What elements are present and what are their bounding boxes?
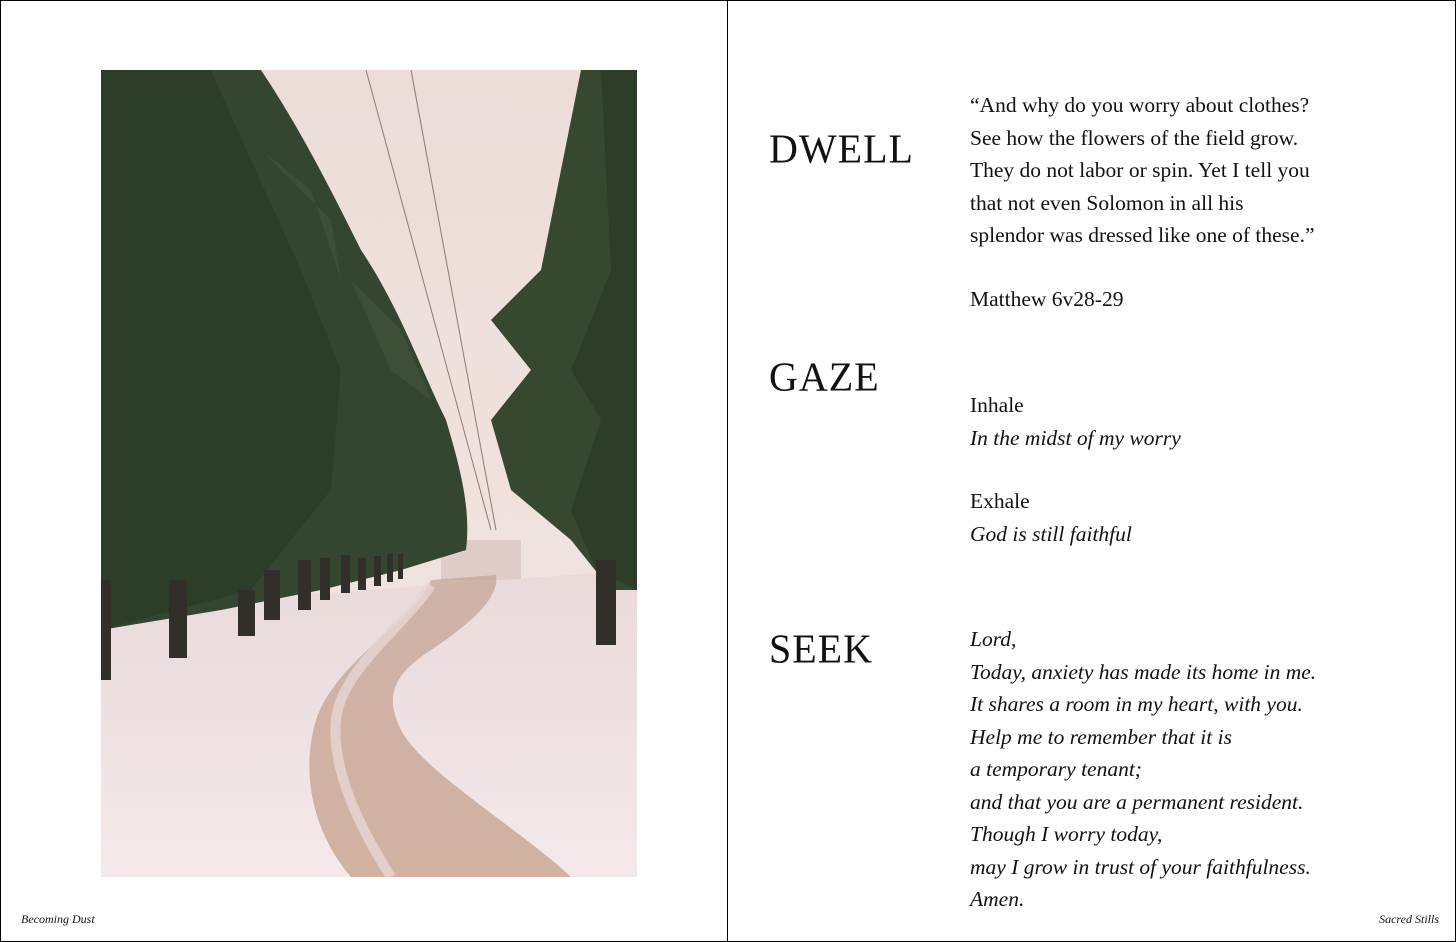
right-page	[728, 1, 1455, 941]
snowy-road-photo	[101, 70, 637, 877]
prayer-line: It shares a room in my heart, with you.	[970, 692, 1303, 716]
prayer-line: Today, anxiety has made its home in me.	[970, 659, 1317, 684]
seek-heading: SEEK	[769, 625, 873, 672]
prayer-line: Lord,	[970, 627, 1017, 651]
inhale-label: Inhale	[970, 393, 1024, 417]
gaze-exhale	[970, 485, 1430, 550]
exhale-label: Exhale	[970, 489, 1030, 513]
left-page	[1, 1, 728, 941]
quote-line: See how the flowers of the field grow.	[970, 125, 1299, 150]
gaze-heading: GAZE	[769, 353, 880, 400]
dwell-heading: DWELL	[769, 125, 914, 172]
gaze-inhale	[970, 389, 1430, 454]
quote-line: splendor was dressed like one of these.”	[970, 223, 1315, 247]
reference-text: Matthew 6v28-29	[970, 287, 1124, 311]
quote-line: They do not labor or spin. Yet I tell you	[970, 158, 1310, 182]
dwell-quote	[970, 89, 1430, 252]
exhale-text: God is still faithful	[970, 521, 1132, 546]
inhale-text: In the midst of my worry	[970, 425, 1181, 450]
prayer-line: Amen.	[970, 887, 1025, 911]
scripture-reference	[970, 283, 1430, 316]
footer-right-title: Sacred Stills	[1379, 912, 1439, 926]
prayer-line: may I grow in trust of your faithfulness.	[970, 854, 1311, 879]
prayer-line: Help me to remember that it is	[970, 724, 1232, 749]
prayer-line: and that you are a permanent resident.	[970, 789, 1304, 814]
prayer-line: a temporary tenant;	[970, 757, 1142, 781]
quote-line: that not even Solomon in all his	[970, 190, 1244, 215]
prayer-line: Though I worry today,	[970, 822, 1163, 846]
footer-left-title: Becoming Dust	[21, 912, 95, 926]
seek-prayer	[970, 623, 1430, 916]
quote-line: “And why do you worry about clothes?	[970, 93, 1310, 117]
